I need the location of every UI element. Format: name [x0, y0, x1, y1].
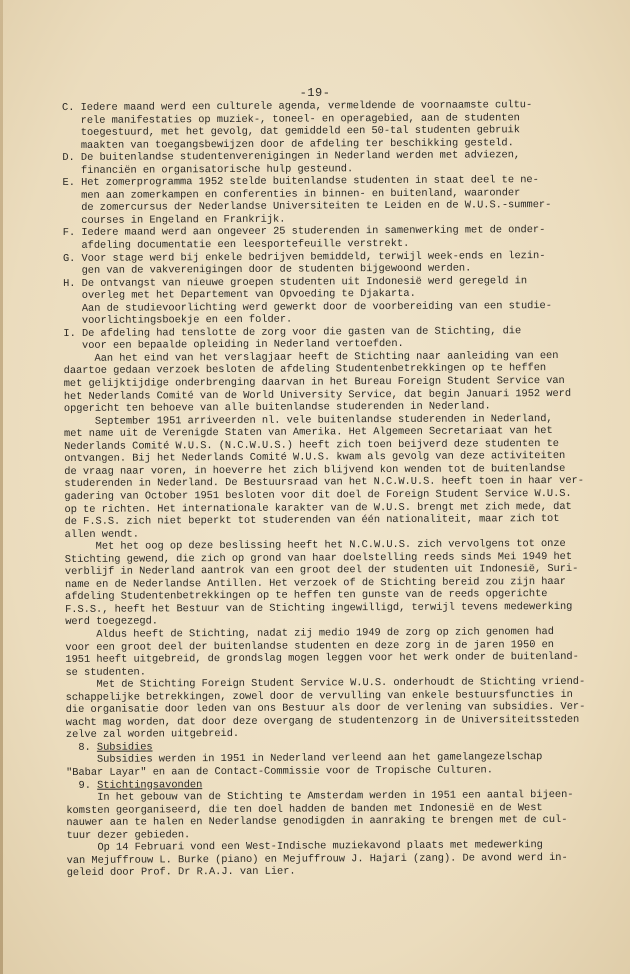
- text-line: het Nederlands Comité van de World University Service, dat begin Januari 1952 werd: [63, 387, 572, 403]
- text-line: I. De afdeling had tenslotte de zorg voor die gasten van de Stichting, die: [63, 325, 522, 340]
- text-line: Met het oog op deze beslissing heeft het N.C.W.U.S. zich vervolgens tot onze: [64, 538, 566, 554]
- text-line: men aan zomerkampen en conferenties in binnen- en buitenland, waaronder: [62, 187, 521, 202]
- text-line: studerenden in Nederland. De Bestuursraad van het N.C.W.U.S. heeft toen in haar ver-: [64, 475, 584, 491]
- text-line: ontvangen. Bij het Nederlands Comité W.U.S. kwam als gevolg van deze activiteiten: [64, 450, 566, 466]
- text-line: de zomercursus der Nederlandse Universiteiten te Leiden en de W.U.S.-summer-: [62, 199, 552, 215]
- text-line: E. Het zomerprogramma 1952 stelde buitenlandse studenten in staat deel te ne-: [62, 174, 539, 190]
- text-line: Op 14 Februari vond een West-Indische muziekavond plaats met medewerking: [66, 839, 543, 855]
- text-line: Subsidies werden in 1951 in Nederland verleend aan het gamelangezelschap: [65, 751, 543, 767]
- text-line: allen wendt.: [64, 528, 139, 541]
- text-line: H. De ontvangst van nieuwe groepen studenten uit Indonesië werd geregeld in: [63, 274, 528, 290]
- text-line: de vraag naar voren, in hoeverre het zich blijvend kon wenden tot de buitenlandse: [64, 462, 566, 478]
- page-number: -19-: [299, 86, 331, 100]
- text-line: komsten georganiseerd, die ten doel hadden de banden met Indonesië en de West: [66, 801, 543, 817]
- text-line: September 1951 arriveerden nl. vele buitenlandse studerenden in Nederland,: [63, 412, 553, 428]
- text-line: rele manifestaties op muziek-, toneel- en operagebied, aan de studenten: [62, 111, 520, 127]
- text-line: op te richten. Het internationale karakter van de W.U.S. brengt met zich mede, dat: [64, 500, 572, 516]
- text-line: gadering van October 1951 besloten voor dit doel de Foreign Student Service W.U.S.: [64, 487, 572, 503]
- text-line: opgericht ten behoeve van alle buitenlandse studerenden in Nederland.: [63, 400, 491, 416]
- text-line: voor een groot deel der buitenlandse studenten en deze zorg in de jaren 1950 en: [65, 638, 555, 654]
- text-line: C. Iedere maand werd een culturele agenda, vermeldende de voornaamste cultu-: [62, 99, 533, 114]
- text-line: overleg met het Departement van Opvoeding te Djakarta.: [63, 288, 416, 303]
- text-line: nauwer aan te halen en Nederlandse genodigden in aanraking te brengen met de cul-: [66, 814, 568, 830]
- text-line: Aan het eind van het verslagjaar heeft de Stichting naar aanleiding van een: [63, 349, 559, 365]
- text-line: van Mejuffrouw L. Burke (piano) en Mejuffrouw J. Hajari (zang). De avond werd in-: [66, 851, 568, 867]
- text-line: schappelijke betrekkingen, zowel door de vervulling van enkele bestuursfuncties in: [65, 688, 573, 704]
- text-line: "Babar Layar" en aan de Contact-Commissie voor de Tropische Culturen.: [66, 764, 493, 779]
- text-line: F. Iedere maand werd aan ongeveer 25 studerenden in samenwerking met de onder-: [62, 224, 546, 240]
- text-line: 1951 heeft uitgebreid, de grondslag mogen leggen voor het werk onder de buitenland-: [65, 650, 579, 667]
- text-line: name en de Nederlandse Antillen. Het verzoek of de Stichting bereid zou zijn haar: [64, 575, 567, 591]
- text-line: met gelijktijdige onderbrenging daarvan in het Bureau Foreign Student Service van: [63, 374, 565, 391]
- text-line: daartoe gedaan verzoek besloten de afdeling Studentenbetrekkingen op te heffen: [63, 362, 547, 378]
- text-line: die organisatie door leden van ons Bestuur als door de verlening van subsidies. Ver-: [65, 701, 586, 717]
- text-line: zelve zal worden uitgebreid.: [65, 728, 240, 742]
- text-line: Stichting gewend, die zich op grond van haar doelstelling reeds sinds Mei 1949 het: [64, 550, 573, 566]
- text-line: afdeling Studentenbetrekkingen op te heffen ten gunste van de reeds opgerichte: [64, 588, 548, 604]
- text-line: se studenten.: [65, 666, 146, 679]
- text-line: met name uit de Verenigde Staten van Amerika. Het Algemeen Secretariaat van het: [63, 425, 553, 441]
- section-heading-stichtingsavonden: 9. Stichtingsavonden: [66, 778, 203, 792]
- text-line: geleid door Prof. Dr R.A.J. van Lier.: [66, 865, 296, 880]
- text-line: G. Voor stage werd bij enkele bedrijven bemiddeld, terwijl week-ends en lezin-: [62, 249, 546, 265]
- text-line: Nederlands Comité W.U.S. (N.C.W.U.S.) heeft zich toen beijverd deze studenten te: [64, 437, 559, 453]
- text-line: Met de Stichting Foreign Student Service W.U.S. onderhoudt de Stichting vriend-: [65, 675, 586, 692]
- section-heading-text: Subsidies: [96, 741, 153, 754]
- section-heading-text: Stichtingsavonden: [97, 778, 203, 792]
- text-line: voorlichtingsboekje en een folder.: [63, 313, 293, 328]
- text-line: voor een bepaalde opleiding in Nederland vertoefden.: [63, 338, 404, 353]
- text-line: Aldus heeft de Stichting, nadat zij medio 1949 de zorg op zich genomen had: [65, 625, 554, 641]
- text-line: courses in Engeland en Frankrijk.: [62, 213, 286, 227]
- text-line: werd toegezegd.: [65, 615, 158, 629]
- text-line: verblijf in Nederland aantrok van een groot deel der studenten uit Indonesië, Suri-: [64, 563, 579, 579]
- text-line: wacht mag worden, dat door deze overgang de studentenzorg in de Universiteitssteden: [65, 713, 580, 729]
- text-line: gen van de vakverenigingen door de studenten bijgewoond werden.: [62, 262, 472, 278]
- text-line: In het gebouw van de Stichting te Amsterdam werden in 1951 een aantal bijeen-: [66, 788, 574, 805]
- text-line: maakten van toegangsbewijzen door de afdeling ter beschikking gesteld.: [62, 136, 514, 152]
- document-body: [62, 99, 589, 880]
- text-line: toegestuurd, met het gevolg, dat gemiddeld een 50-tal studenten gebruik: [62, 124, 520, 140]
- text-line: Aan de studievoorlichting werd gewerkt door de voorbereiding van een studie-: [63, 299, 552, 315]
- text-line: F.S.S., heeft het Bestuur van de Stichting ingewilligd, terwijl tevens medewerking: [65, 600, 573, 616]
- text-line: tuur dezer gebieden.: [66, 828, 191, 842]
- section-heading-subsidies: 8. Subsidies: [65, 741, 153, 754]
- text-line: de F.S.S. zich niet beperkt tot studerenden van één nationaliteit, maar zich tot: [64, 513, 560, 529]
- text-line: afdeling documentatie een leesportefeuille verstrekt.: [62, 237, 410, 253]
- text-line: financiën en organisatorische hulp gesteund.: [62, 162, 354, 177]
- text-line: D. De buitenlandse studentenverenigingen in Nederland werden met adviezen,: [62, 149, 521, 165]
